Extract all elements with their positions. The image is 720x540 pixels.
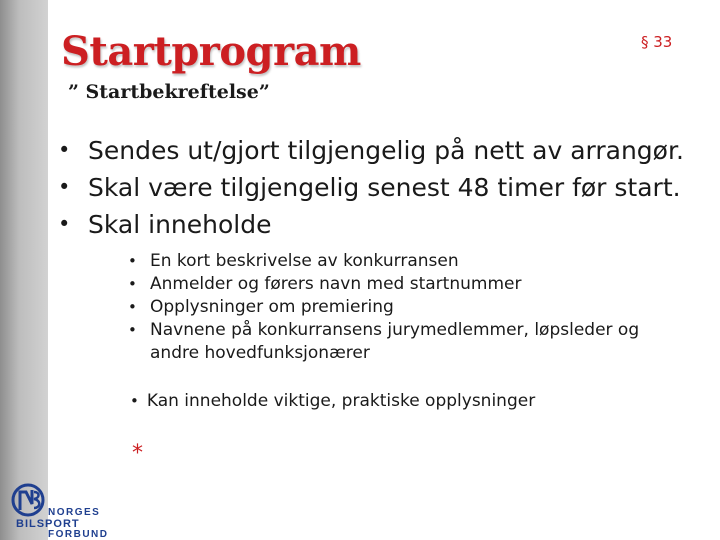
main-bullet-text: Sendes ut/gjort tilgjengelig på nett av arrangør.: [88, 136, 684, 165]
sub-bullet-item: [128, 296, 688, 319]
sub-bullet-text: Navnene på konkurransens jurymedlemmer, løpsleder og andre hovedfunksjonærer: [150, 320, 640, 363]
slide-subtitle: ” Startbekreftelse”: [68, 81, 270, 103]
main-bullet-text: Skal være tilgjengelig senest 48 timer før start.: [88, 173, 681, 202]
bullet-icon: •: [128, 275, 137, 293]
main-bullet-item: [58, 206, 708, 243]
sub-bullet-list: [128, 250, 688, 365]
sub-bullet-text: En kort beskrivelse av konkurransen: [150, 251, 459, 271]
asterisk-mark: *: [132, 441, 143, 466]
sub-bullet-text: Opplysninger om premiering: [150, 297, 394, 317]
extra-bullet-text: Kan inneholde viktige, praktiske opplysninger: [146, 391, 536, 411]
bullet-icon: •: [58, 212, 71, 236]
slide-title: Startprogram: [61, 28, 361, 75]
section-reference: § 33: [641, 33, 673, 51]
main-bullet-list: [58, 132, 708, 243]
nbf-logo-icon: [13, 485, 43, 515]
bullet-icon: •: [58, 138, 71, 162]
sub-bullet-item: [128, 273, 688, 296]
sub-bullet-item: [128, 319, 688, 365]
bullet-icon: •: [130, 392, 139, 410]
sub-bullet-text: Anmelder og førers navn med startnummer: [150, 274, 522, 294]
logo-text-bilsport: BILSPORT: [16, 518, 80, 530]
main-bullet-text: Skal inneholde: [88, 210, 272, 239]
bullet-icon: •: [58, 175, 71, 199]
bullet-icon: •: [128, 298, 137, 316]
nbf-logo: [10, 480, 120, 538]
bullet-icon: •: [128, 252, 137, 270]
extra-bullet-item: [130, 390, 535, 413]
bullet-icon: •: [128, 321, 137, 339]
logo-text-forbund: FORBUND: [48, 529, 109, 538]
main-bullet-item: [58, 132, 708, 169]
sub-bullet-item: [128, 250, 688, 273]
left-decorative-bar: [0, 0, 48, 540]
logo-text-norges: NORGES: [48, 507, 101, 518]
main-bullet-item: [58, 169, 708, 206]
